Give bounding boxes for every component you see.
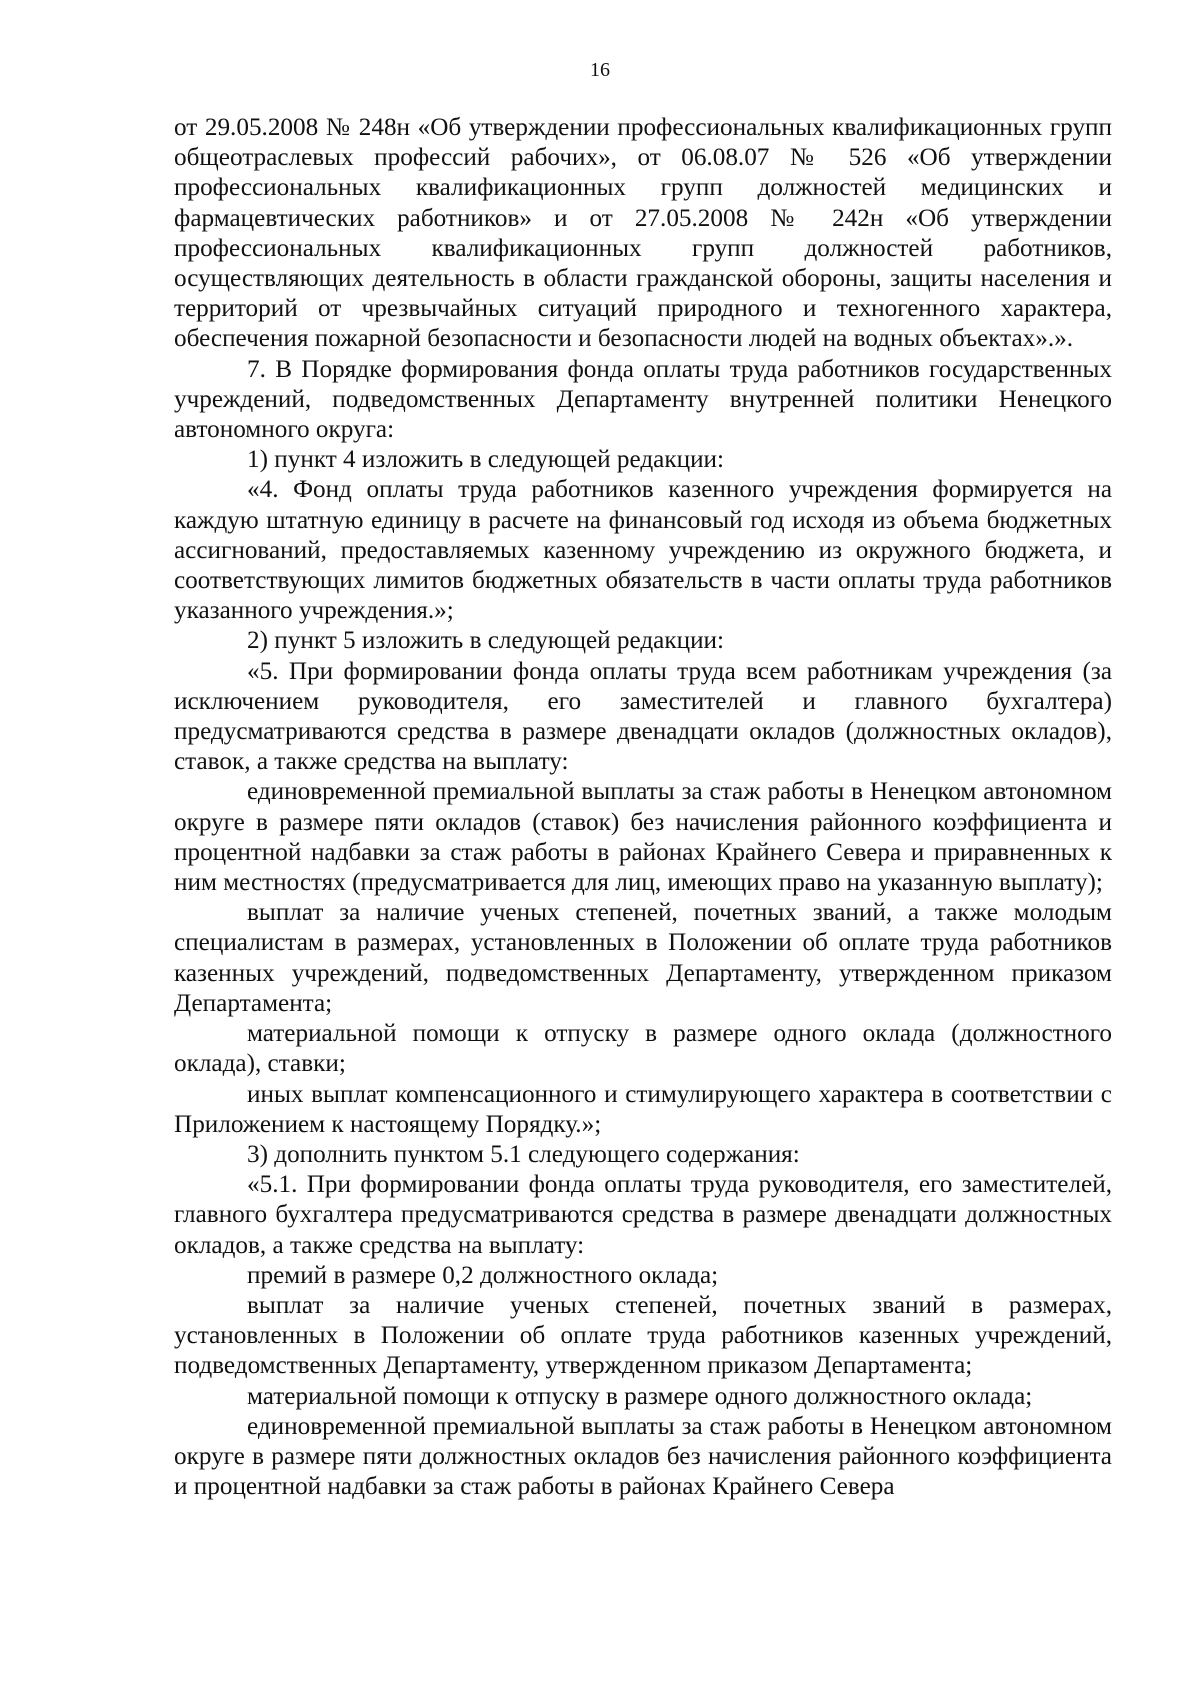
paragraph-item-7: 7. В Порядке формирования фонда оплаты труда работников государственных учреждений, подведомственных Департаменту внутренней политики Ненецкого автономного округа: [174, 355, 1112, 444]
paragraph-lump-sum-management: единовременной премиальной выплаты за стаж работы в Ненецком автономном округе в размере пяти должностных окладов без начисления районного коэффициента и процентной надбавки за стаж работы в районах Крайнего Севера [174, 1412, 1112, 1501]
paragraph-continuation-order-list: от 29.05.2008 № 248н «Об утверждении профессиональных квалификационных групп общеотраслевых профессий рабочих», от 06.08.07 № 526 «Об утверждении профессиональных квалификационных групп должностей медицинских и фармацевтических работников» и от 27.05.2008 № 242н «Об утверждении профессиональных квалификационных групп должностей работников, осуществляющих деятельность в области гражданской обороны, защиты населения и территорий от чрезвычайных ситуаций природного и техногенного характера, обеспечения пожарной безопасности и безопасности людей на водных объектах».». [174, 114, 1112, 353]
paragraph-vacation-aid: материальной помощи к отпуску в размере одного оклада (должностного оклада), ставки; [174, 1020, 1112, 1078]
paragraph-subitem-1: 1) пункт 4 изложить в следующей редакции: [247, 446, 725, 474]
document-body [174, 113, 1112, 1502]
paragraph-academic-degree-payments: выплат за наличие ученых степеней, почетных званий, а также молодым специалистам в размерах, установленных в Положении об оплате труда работников казенных учреждений, подведомственных Департаменту, утвержденном приказом Департамента; [174, 899, 1112, 1017]
page-number: 16 [590, 59, 610, 81]
paragraph-point-5-1-text: «5.1. При формировании фонда оплаты труда руководителя, его заместителей, главного бухгалтера предусматриваются средства в размере двенадцати должностных окладов, а также средства на выплату: [174, 1171, 1112, 1259]
paragraph-other-payments: иных выплат компенсационного и стимулирующего характера в соответствии с Приложением к настоящему Порядку.»; [174, 1080, 1112, 1138]
paragraph-point-5-text: «5. При формировании фонда оплаты труда всем работникам учреждения (за исключением руководителя, его заместителей и главного бухгалтера) предусматриваются средства в размере двенадцати окладов (должностных окладов), ставок, а также средства на выплату: [174, 657, 1112, 776]
paragraph-point-4-text: «4. Фонд оплаты труда работников казенного учреждения формируется на каждую штатную единицу в расчете на финансовый год исходя из объема бюджетных ассигнований, предоставляемых казенному учреждению из окружного бюджета, и соответствующих лимитов бюджетных обязательств в части оплаты труда работников указанного учреждения.»; [174, 476, 1112, 625]
paragraph-subitem-3: 3) дополнить пунктом 5.1 следующего содержания: [247, 1140, 800, 1168]
paragraph-lump-sum-payment: единовременной премиальной выплаты за стаж работы в Ненецком автономном округе в размере пяти окладов (ставок) без начисления районного коэффициента и процентной надбавки за стаж работы в районах Крайнего Севера и приравненных к ним местностях (предусматривается для лиц, имеющих право на указанную выплату); [174, 778, 1112, 897]
paragraph-bonus: премий в размере 0,2 должностного оклада; [247, 1261, 719, 1289]
paragraph-subitem-2: 2) пункт 5 изложить в следующей редакции: [247, 627, 725, 655]
paragraph-vacation-aid-management: материальной помощи к отпуску в размере одного должностного оклада; [247, 1382, 1033, 1410]
paragraph-degree-payments-management: выплат за наличие ученых степеней, почетных званий в размерах, установленных в Положении об оплате труда работников казенных учреждений, подведомственных Департаменту, утвержденном приказом Департамента; [174, 1291, 1112, 1380]
